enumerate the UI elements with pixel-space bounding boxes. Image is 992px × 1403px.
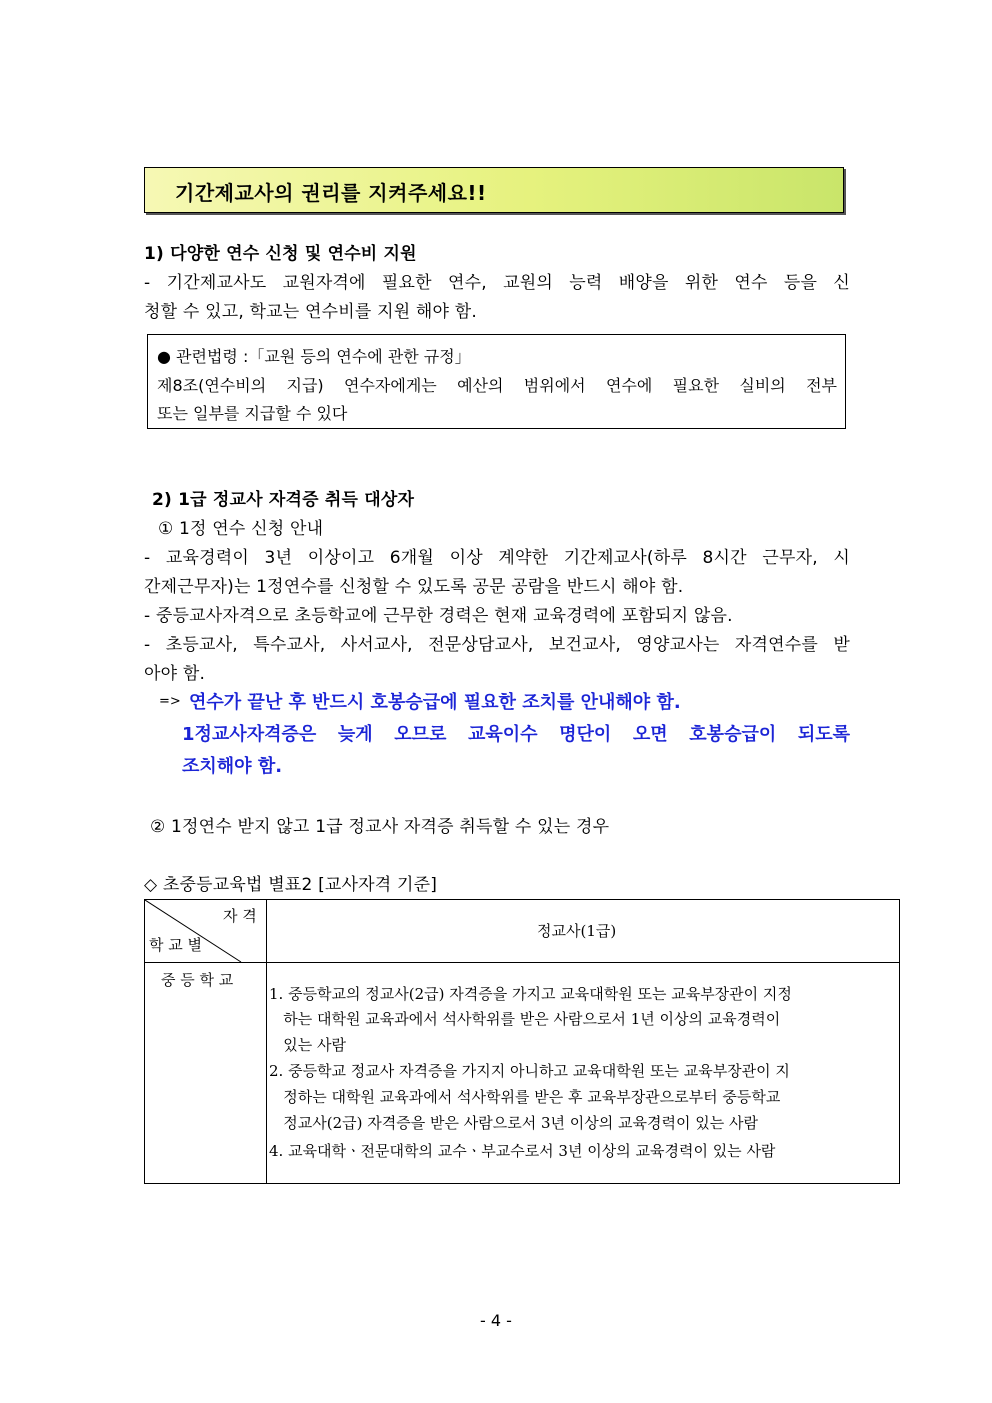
- section2-sub1: ① 1정 연수 신청 안내: [158, 519, 324, 539]
- law-title: ● 관련법령 :「교원 등의 연수에 관한 규정」: [157, 347, 471, 366]
- table-line: 1. 중등학교의 정교사(2급) 자격증을 가지고 교육대학원 또는 교육부장관이 지정: [269, 985, 792, 1003]
- table-caption: ◇ 초중등교육법 별표2 [교사자격 기준]: [144, 875, 438, 895]
- section2-item-line5: 아야 함.: [144, 664, 206, 684]
- table-line: 4. 교육대학ㆍ전문대학의 교수ㆍ부교수로서 3년 이상의 교육경력이 있는 사람: [269, 1142, 776, 1160]
- table-line: 하는 대학원 교육과에서 석사학위를 받은 사람으로서 1년 이상의 교육경력이: [269, 1010, 781, 1028]
- notice-line1: 연수가 끝난 후 반드시 호봉승급에 필요한 조치를 안내해야 함.: [189, 692, 681, 713]
- law-reference-box: [147, 334, 846, 429]
- qualification-table: [144, 899, 900, 1184]
- arrow-marker: =>: [159, 694, 181, 709]
- section2-sub2: ② 1정연수 받지 않고 1급 정교사 자격증 취득할 수 있는 경우: [150, 817, 610, 837]
- section2-item-line4: - 초등교사, 특수교사, 사서교사, 전문상담교사, 보건교사, 영양교사는 자격연수를 받: [144, 635, 850, 655]
- table-line: 정교사(2급) 자격증을 받은 사람으로서 3년 이상의 교육경력이 있는 사람: [269, 1114, 758, 1132]
- section2-heading: 2) 1급 정교사 자격증 취득 대상자: [152, 490, 415, 510]
- corner-header-top: 자 격: [223, 907, 257, 925]
- law-article-line1: 제8조(연수비의 지급) 연수자에게는 예산의 범위에서 연수에 필요한 실비의 전부: [157, 376, 837, 395]
- section1-heading: 1) 다양한 연수 신청 및 연수비 지원: [144, 244, 417, 264]
- notice-line2: 1정교사자격증은 늦게 오므로 교육이수 명단이 오면 호봉승급이 되도록: [182, 724, 850, 745]
- section2-item-line2: 간제근무자)는 1정연수를 신청할 수 있도록 공문 공람을 반드시 해야 함.: [144, 577, 684, 597]
- section1-body-line1: - 기간제교사도 교원자격에 필요한 연수, 교원의 능력 배양을 위한 연수 등을 신: [144, 273, 850, 293]
- table-line: 정하는 대학원 교육과에서 석사학위를 받은 후 교육부장관으로부터 중등학교: [269, 1088, 781, 1106]
- section1-body-line2: 청할 수 있고, 학교는 연수비를 지원 해야 함.: [144, 302, 478, 322]
- column-header: 정교사(1급): [537, 922, 617, 940]
- corner-header-bottom: 학 교 별: [149, 936, 203, 954]
- law-article-line2: 또는 일부를 지급할 수 있다: [157, 404, 348, 423]
- table-line: 2. 중등학교 정교사 자격증을 가지지 아니하고 교육대학원 또는 교육부장관이 지: [269, 1062, 790, 1080]
- section2-item-line3: - 중등교사자격으로 초등학교에 근무한 경력은 현재 교육경력에 포함되지 않음.: [144, 606, 733, 626]
- row-label: 중 등 학 교: [161, 971, 234, 989]
- section2-item-line1: - 교육경력이 3년 이상이고 6개월 이상 계약한 기간제교사(하루 8시간 근무자, 시: [144, 548, 850, 568]
- table-line: 있는 사람: [269, 1036, 347, 1054]
- title-box: [144, 167, 844, 213]
- page-number: - 4 -: [480, 1311, 512, 1330]
- notice-line3: 조치해야 함.: [182, 756, 283, 777]
- page-title: 기간제교사의 권리를 지켜주세요!!: [175, 181, 487, 205]
